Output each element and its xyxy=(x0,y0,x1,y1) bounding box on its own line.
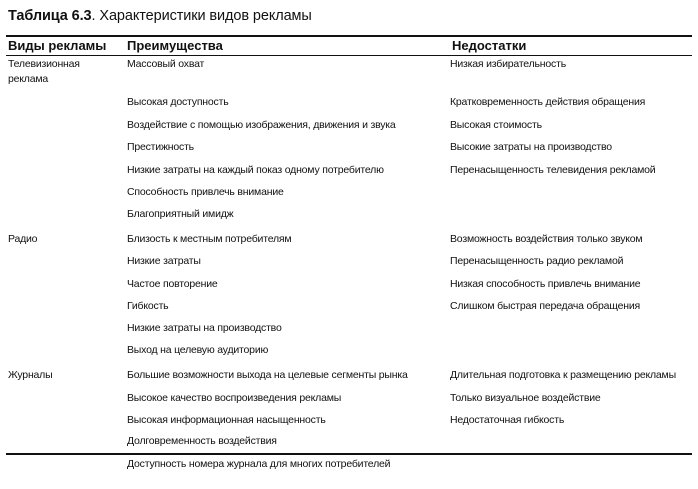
cell-advantage: Частое повторение xyxy=(127,278,218,290)
header-advantages: Преимущества xyxy=(127,38,223,53)
cell-disadvantage: Высокие затраты на производство xyxy=(450,141,612,153)
table-row xyxy=(0,321,698,343)
cell-disadvantage: Слишком быстрая передача обращения xyxy=(450,300,640,312)
table-row xyxy=(0,413,698,435)
cell-advantage: Низкие затраты xyxy=(127,255,201,267)
table-row xyxy=(0,140,698,162)
table-bottom-rule xyxy=(6,453,692,455)
cell-disadvantage: Длительная подготовка к размещению рекламы xyxy=(450,369,676,381)
table-row xyxy=(0,207,698,229)
cell-advantage: Воздействие с помощью изображения, движения и звука xyxy=(127,119,396,131)
cell-ad-type: Журналы xyxy=(8,369,53,381)
cell-ad-type: Телевизионная реклама xyxy=(8,58,80,85)
cell-disadvantage: Перенасыщенность радио рекламой xyxy=(450,255,624,267)
table-row xyxy=(0,185,698,207)
cell-advantage: Близость к местным потребителям xyxy=(127,233,292,245)
cell-advantage: Высокое качество воспроизведения рекламы xyxy=(127,392,342,404)
cell-advantage: Благоприятный имидж xyxy=(127,208,234,220)
header-ad-type: Виды рекламы xyxy=(8,38,107,53)
cell-advantage: Долговременность воздействия xyxy=(127,435,277,447)
cell-disadvantage: Недостаточная гибкость xyxy=(450,414,565,426)
cell-disadvantage: Кратковременность действия обращения xyxy=(450,96,646,108)
table-title: . Характеристики видов рекламы xyxy=(91,8,312,24)
table-row xyxy=(0,343,698,365)
table-row xyxy=(0,277,698,299)
table-row xyxy=(0,57,698,85)
cell-advantage: Высокая информационная насыщенность xyxy=(127,414,326,426)
cell-disadvantage: Возможность воздействия только звуком xyxy=(450,233,643,245)
cell-advantage: Высокая доступность xyxy=(127,96,229,108)
table-caption xyxy=(8,7,312,25)
cell-advantage: Способность привлечь внимание xyxy=(127,186,284,198)
table-row xyxy=(0,457,698,479)
table-row xyxy=(0,163,698,185)
cell-ad-type: Радио xyxy=(8,233,38,245)
cell-advantage: Доступность номера журнала для многих потребителей xyxy=(127,458,391,470)
table-number: Таблица 6.3 xyxy=(8,8,92,24)
table-top-rule xyxy=(6,35,692,37)
table-row xyxy=(0,254,698,276)
cell-disadvantage: Только визуальное воздействие xyxy=(450,392,601,404)
cell-advantage: Престижность xyxy=(127,141,194,153)
cell-advantage: Выход на целевую аудиторию xyxy=(127,344,269,356)
header-rule xyxy=(6,55,692,56)
table-row xyxy=(0,95,698,117)
cell-advantage: Гибкость xyxy=(127,300,169,312)
table-row xyxy=(0,118,698,140)
header-disadvantages: Недостатки xyxy=(452,38,527,53)
cell-advantage: Низкие затраты на производство xyxy=(127,322,282,334)
table-row xyxy=(0,368,698,390)
table-row xyxy=(0,391,698,413)
table-row xyxy=(0,232,698,254)
cell-disadvantage: Высокая стоимость xyxy=(450,119,542,131)
cell-advantage: Низкие затраты на каждый показ одному потребителю xyxy=(127,164,384,176)
cell-disadvantage: Перенасыщенность телевидения рекламой xyxy=(450,164,656,176)
table-row xyxy=(0,299,698,321)
cell-disadvantage: Низкая способность привлечь внимание xyxy=(450,278,641,290)
cell-disadvantage: Низкая избирательность xyxy=(450,58,566,70)
cell-advantage: Большие возможности выхода на целевые сегменты рынка xyxy=(127,369,408,381)
cell-advantage: Массовый охват xyxy=(127,58,205,70)
